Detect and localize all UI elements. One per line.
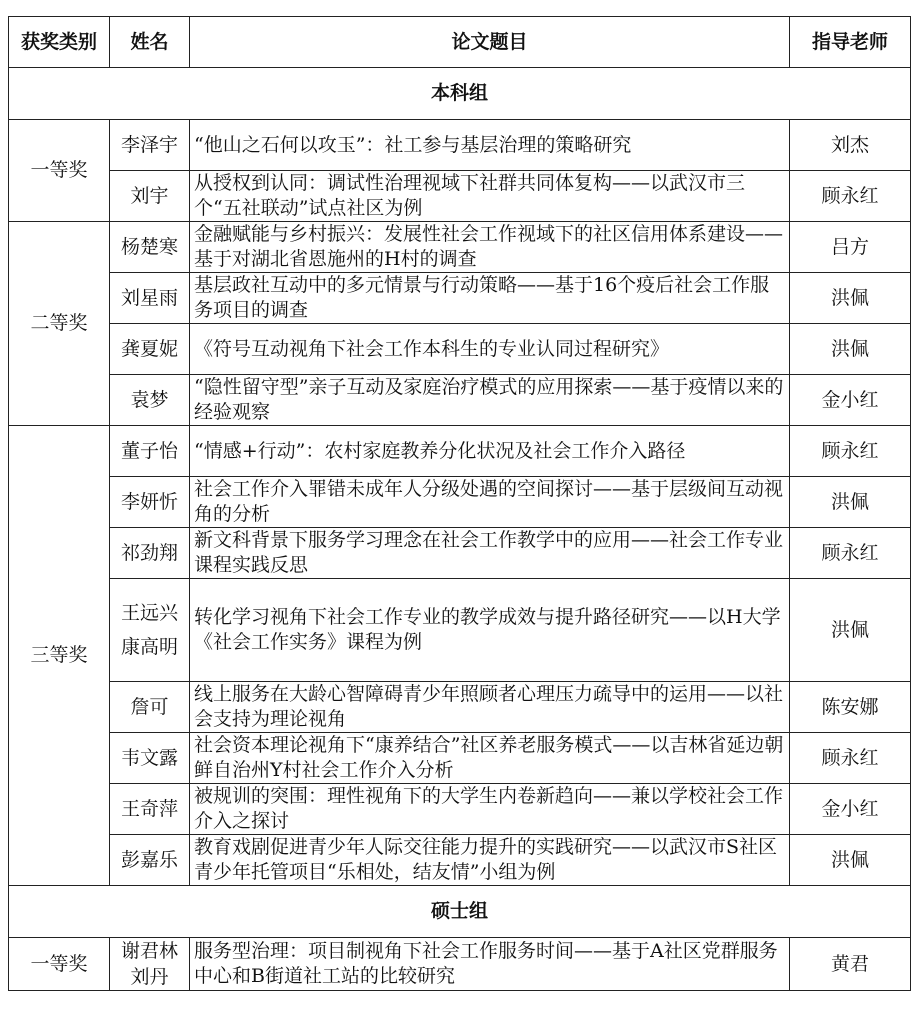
award-category: 一等奖	[9, 120, 110, 222]
student-name: 李妍忻	[110, 477, 190, 528]
header-advisor: 指导老师	[790, 17, 911, 68]
student-names	[110, 938, 190, 991]
student-name: 彭嘉乐	[110, 835, 190, 886]
paper-title: 新文科背景下服务学习理念在社会工作教学中的应用——社会工作专业课程实践反思	[190, 528, 790, 579]
student-name: 李泽宇	[110, 120, 190, 171]
student-names	[110, 579, 190, 682]
advisor-name: 洪佩	[790, 324, 911, 375]
award-category: 一等奖	[9, 938, 110, 991]
paper-title: 《符号互动视角下社会工作本科生的专业认同过程研究》	[190, 324, 790, 375]
table-row	[9, 375, 911, 426]
table-row	[9, 273, 911, 324]
student-name: 董子怡	[110, 426, 190, 477]
header-name: 姓名	[110, 17, 190, 68]
advisor-name: 洪佩	[790, 835, 911, 886]
group-row-master	[9, 886, 911, 938]
paper-title: 线上服务在大龄心智障碍青少年照顾者心理压力疏导中的运用——以社会支持为理论视角	[190, 682, 790, 733]
paper-title: “隐性留守型”亲子互动及家庭治疗模式的应用探索——基于疫情以来的经验观察	[190, 375, 790, 426]
table-row	[9, 120, 911, 171]
paper-title: 社会工作介入罪错未成年人分级处遇的空间探讨——基于层级间互动视角的分析	[190, 477, 790, 528]
table-row	[9, 222, 911, 273]
student-name: 詹可	[110, 682, 190, 733]
paper-title: 被规训的突围：理性视角下的大学生内卷新趋向——兼以学校社会工作介入之探讨	[190, 784, 790, 835]
paper-title: 从授权到认同：调试性治理视域下社群共同体复构——以武汉市三个“五社联动”试点社区为例	[190, 171, 790, 222]
advisor-name: 金小红	[790, 375, 911, 426]
table-row	[9, 938, 911, 991]
table-row	[9, 324, 911, 375]
advisor-name: 顾永红	[790, 733, 911, 784]
group-row-undergrad	[9, 68, 911, 120]
student-name: 杨楚寒	[110, 222, 190, 273]
paper-title: 教育戏剧促进青少年人际交往能力提升的实践研究——以武汉市S社区青少年托管项目“乐相处，结友情”小组为例	[190, 835, 790, 886]
advisor-name: 黄君	[790, 938, 911, 991]
table-row	[9, 528, 911, 579]
group-label-undergrad: 本科组	[9, 68, 911, 120]
award-category: 三等奖	[9, 426, 110, 886]
student-name: 韦文露	[110, 733, 190, 784]
table-row	[9, 784, 911, 835]
student-name: 龚夏妮	[110, 324, 190, 375]
student-name-2: 刘丹	[130, 966, 169, 988]
table-row	[9, 426, 911, 477]
table-row	[9, 171, 911, 222]
student-name: 谢君林	[120, 940, 178, 962]
paper-title: 基层政社互动中的多元情景与行动策略——基于16个疫后社会工作服务项目的调查	[190, 273, 790, 324]
table-row	[9, 579, 911, 682]
student-name: 祁劲翔	[110, 528, 190, 579]
paper-title: “他山之石何以攻玉”：社工参与基层治理的策略研究	[190, 120, 790, 171]
advisor-name: 陈安娜	[790, 682, 911, 733]
student-name: 刘宇	[110, 171, 190, 222]
student-name: 王远兴	[120, 602, 178, 624]
advisor-name: 洪佩	[790, 273, 911, 324]
table-row	[9, 835, 911, 886]
header-category: 获奖类别	[9, 17, 110, 68]
table-row	[9, 682, 911, 733]
table-row	[9, 733, 911, 784]
advisor-name: 顾永红	[790, 426, 911, 477]
group-label-master: 硕士组	[9, 886, 911, 938]
paper-title: “情感+行动”：农村家庭教养分化状况及社会工作介入路径	[190, 426, 790, 477]
advisor-name: 吕方	[790, 222, 911, 273]
student-name: 王奇萍	[110, 784, 190, 835]
paper-title: 社会资本理论视角下“康养结合”社区养老服务模式——以吉林省延边朝鲜自治州Y村社会工作介入分析	[190, 733, 790, 784]
advisor-name: 刘杰	[790, 120, 911, 171]
student-name: 袁梦	[110, 375, 190, 426]
awards-table	[8, 16, 911, 991]
award-category: 二等奖	[9, 222, 110, 426]
header-row	[9, 17, 911, 68]
advisor-name: 顾永红	[790, 171, 911, 222]
header-title: 论文题目	[190, 17, 790, 68]
student-name-2: 康高明	[120, 636, 178, 658]
table-row	[9, 477, 911, 528]
paper-title: 金融赋能与乡村振兴：发展性社会工作视域下的社区信用体系建设——基于对湖北省恩施州的H村的调查	[190, 222, 790, 273]
paper-title: 转化学习视角下社会工作专业的教学成效与提升路径研究——以H大学《社会工作实务》课程为例	[190, 579, 790, 682]
student-name: 刘星雨	[110, 273, 190, 324]
paper-title: 服务型治理：项目制视角下社会工作服务时间——基于A社区党群服务中心和B街道社工站的比较研究	[190, 938, 790, 991]
advisor-name: 金小红	[790, 784, 911, 835]
advisor-name: 洪佩	[790, 477, 911, 528]
advisor-name: 顾永红	[790, 528, 911, 579]
advisor-name: 洪佩	[790, 579, 911, 682]
